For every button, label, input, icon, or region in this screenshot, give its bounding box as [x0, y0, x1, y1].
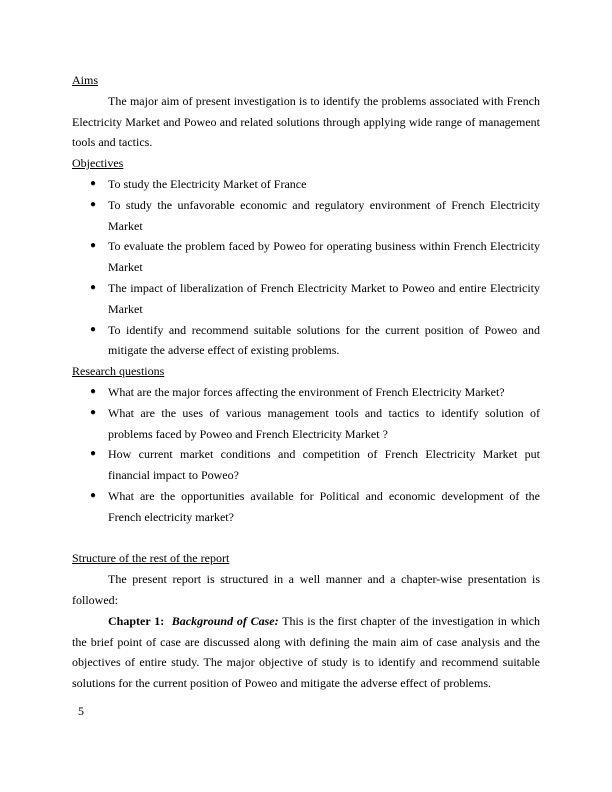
list-item: [72, 278, 540, 320]
structure-heading: Structure of the rest of the report: [72, 551, 230, 566]
research-questions-heading: Research questions: [72, 364, 165, 379]
bullet-icon: ●: [90, 448, 97, 460]
list-item: [72, 236, 540, 278]
objective-text: To identify and recommend suitable solutions for the current position of Poweo and mitigate the adverse effect of existing problems.: [108, 322, 540, 358]
question-text: What are the opportunities available for Political and economic development of the French electricity market?: [108, 488, 540, 524]
objectives-heading: Objectives: [72, 156, 124, 171]
list-item: [72, 195, 540, 237]
aims-paragraph: The major aim of present investigation is to identify the problems associated with French Electricity Market and Poweo and related solutions through applying wide range of management tools and tactics.: [72, 93, 540, 150]
blank-line: [72, 528, 540, 549]
objective-text: The impact of liberalization of French Electricity Market to Poweo and entire Electricity Market: [108, 280, 540, 316]
list-item: [72, 444, 540, 486]
bullet-icon: ●: [90, 385, 97, 397]
aims-heading: Aims: [72, 73, 99, 87]
chapter-1-label: Chapter 1:: [108, 613, 165, 628]
chapter-1-title: Background of Case:: [171, 613, 279, 628]
question-text: How current market conditions and competition of French Electricity Market put financial impact to Poweo?: [108, 447, 540, 483]
bullet-icon: ●: [90, 240, 97, 252]
list-item: [72, 320, 540, 362]
bullet-icon: ●: [90, 281, 97, 293]
page-number: 5: [78, 704, 84, 718]
chapter-1-text: This is the first chapter of the investigation in which the brief point of case are discussed along with defining the main aim of case analysis and the objectives of entire study. The major objective of study is to identify and recommend suitable solutions for the current position of Poweo and mitigate the adverse effect of problems.: [72, 613, 540, 691]
objectives-list: [72, 174, 540, 361]
objective-text: To evaluate the problem faced by Poweo for operating business within French Electricity Market: [108, 239, 540, 275]
question-text: What are the uses of various management tools and tactics to identify solution of problems faced by Poweo and French Electricity Market ?: [108, 405, 540, 441]
bullet-icon: ●: [90, 198, 97, 210]
bullet-icon: ●: [90, 406, 97, 418]
list-item: [72, 403, 540, 445]
list-item: [72, 382, 540, 403]
bullet-icon: ●: [90, 489, 97, 501]
structure-intro: The present report is structured in a well manner and a chapter-wise presentation is followed:: [72, 572, 540, 607]
objective-text: To study the Electricity Market of France: [108, 176, 307, 191]
page-content: [72, 70, 540, 694]
list-item: [72, 174, 540, 195]
objective-text: To study the unfavorable economic and regulatory environment of French Electricity Market: [108, 197, 540, 233]
bullet-icon: ●: [90, 177, 97, 189]
chapter-1-paragraph: [72, 611, 540, 694]
bullet-icon: ●: [90, 323, 97, 335]
question-text: What are the major forces affecting the environment of French Electricity Market?: [108, 384, 505, 399]
list-item: [72, 486, 540, 528]
research-questions-list: [72, 382, 540, 528]
